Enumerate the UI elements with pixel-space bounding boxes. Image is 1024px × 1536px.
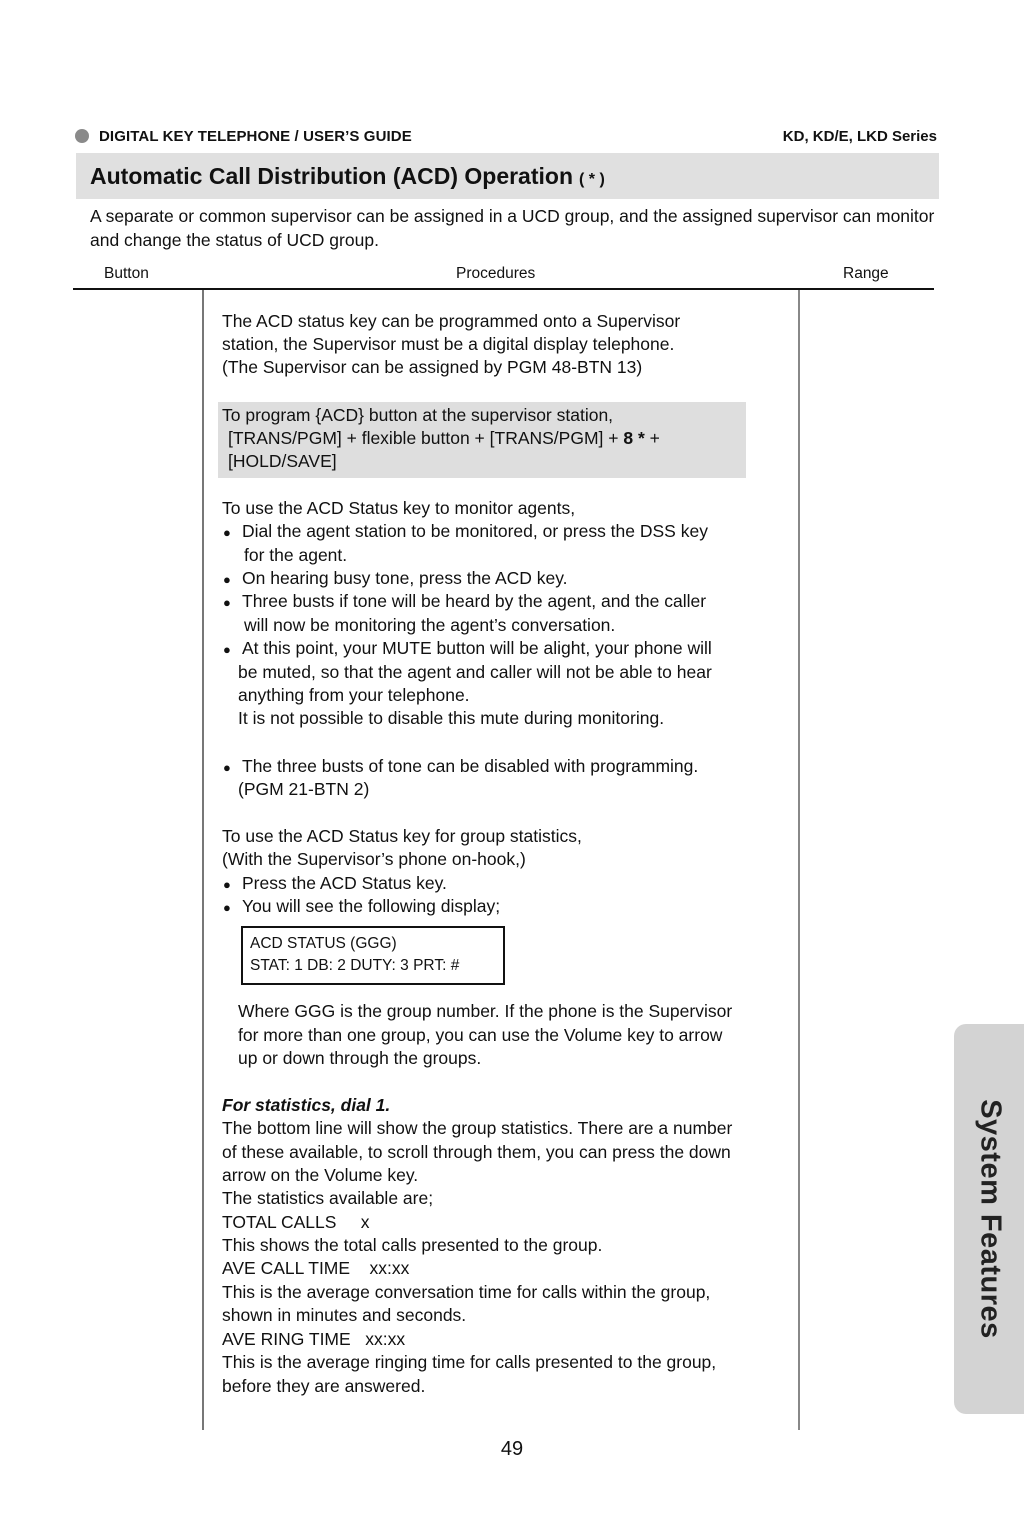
dial1-line: arrow on the Volume key. <box>222 1165 419 1185</box>
list-item-cont: (PGM 21-BTN 2) <box>238 779 370 799</box>
page-number: 49 <box>500 1438 524 1460</box>
column-divider-right <box>798 290 800 1430</box>
dial1-heading: For statistics, dial 1. <box>222 1095 391 1115</box>
program-plus: + <box>649 428 660 448</box>
list-item: ● You will see the following display; <box>242 895 500 918</box>
p1-line: station, the Supervisor must be a digital display telephone. <box>222 334 675 354</box>
dial1-line: shown in minutes and seconds. <box>222 1305 467 1325</box>
monitor-intro: To use the ACD Status key to monitor agents, <box>222 498 576 518</box>
header-guide-title: DIGITAL KEY TELEPHONE / USER’S GUIDE <box>99 128 412 145</box>
p1-line: The ACD status key can be programmed onto a Supervisor <box>222 311 681 331</box>
section-title-bar <box>76 153 939 199</box>
list-item: ● The three busts of tone can be disabled with programming. <box>242 755 698 778</box>
dial1-line: This is the average ringing time for calls presented to the group, <box>222 1352 717 1372</box>
title-suffix: ( * ) <box>579 171 605 188</box>
stat-total-calls: TOTAL CALLS x <box>222 1212 370 1232</box>
header-bullet <box>75 129 89 143</box>
p1-line: (The Supervisor can be assigned by PGM 48-BTN 13) <box>222 357 643 377</box>
program-code: 8 * <box>623 428 650 448</box>
column-header-button: Button <box>104 265 149 282</box>
list-item: ● On hearing busy tone, press the ACD key. <box>242 567 568 590</box>
list-item: ● Dial the agent station to be monitored, or press the DSS key <box>242 520 708 543</box>
program-line: To program {ACD} button at the supervisor station, <box>222 405 614 425</box>
lcd-line-1: ACD STATUS (GGG) <box>250 935 397 952</box>
stats-intro: (With the Supervisor’s phone on-hook,) <box>222 849 526 869</box>
column-header-procedures: Procedures <box>456 265 536 282</box>
section-side-tab[interactable] <box>954 1024 1024 1414</box>
column-divider-left <box>202 290 204 1430</box>
list-item-cont: for the agent. <box>244 545 348 565</box>
header-series: KD, KD/E, LKD Series <box>782 128 937 145</box>
lcd-display <box>241 926 505 985</box>
where-line: for more than one group, you can use the Volume key to arrow <box>238 1025 723 1045</box>
dial1-line: of these available, to scroll through them, you can press the down <box>222 1142 731 1162</box>
list-item: ● Three busts if tone will be heard by the agent, and the caller <box>242 590 706 613</box>
stat-ave-ring-time: AVE RING TIME xx:xx <box>222 1329 406 1349</box>
list-item-cont: be muted, so that the agent and caller will not be able to hear <box>238 662 712 682</box>
lcd-line-2: STAT: 1 DB: 2 DUTY: 3 PRT: # <box>250 957 460 974</box>
program-key-sequence: [TRANS/PGM] + flexible button + [TRANS/PGM] + <box>228 428 624 448</box>
intro-paragraph: A separate or common supervisor can be assigned in a UCD group, and the assigned supervisor can monitor and change the status of UCD group. <box>90 206 935 250</box>
dial1-line: The statistics available are; <box>222 1188 434 1208</box>
where-line: Where GGG is the group number. If the phone is the Supervisor <box>238 1001 733 1021</box>
dial1-line: This is the average conversation time for calls within the group, <box>222 1282 711 1302</box>
list-item-cont: It is not possible to disable this mute during monitoring. <box>238 708 665 728</box>
stat-ave-call-time: AVE CALL TIME xx:xx <box>222 1258 410 1278</box>
list-item-cont: anything from your telephone. <box>238 685 470 705</box>
dial1-line: This shows the total calls presented to the group. <box>222 1235 603 1255</box>
list-item: ● At this point, your MUTE button will be alight, your phone will <box>242 637 712 660</box>
side-tab-label: System Features <box>974 1099 1007 1339</box>
program-line: [HOLD/SAVE] <box>228 451 337 471</box>
column-header-range: Range <box>843 265 889 282</box>
stats-intro: To use the ACD Status key for group statistics, <box>222 826 582 846</box>
list-item-cont: will now be monitoring the agent’s conversation. <box>244 615 616 635</box>
where-line: up or down through the groups. <box>238 1048 482 1068</box>
section-title <box>90 163 605 190</box>
section-title-text: Automatic Call Distribution (ACD) Operation <box>90 163 573 189</box>
dial1-line: The bottom line will show the group statistics. There are a number <box>222 1118 733 1138</box>
dial1-line: before they are answered. <box>222 1376 426 1396</box>
list-item: ● Press the ACD Status key. <box>242 872 447 895</box>
program-line <box>228 427 660 450</box>
